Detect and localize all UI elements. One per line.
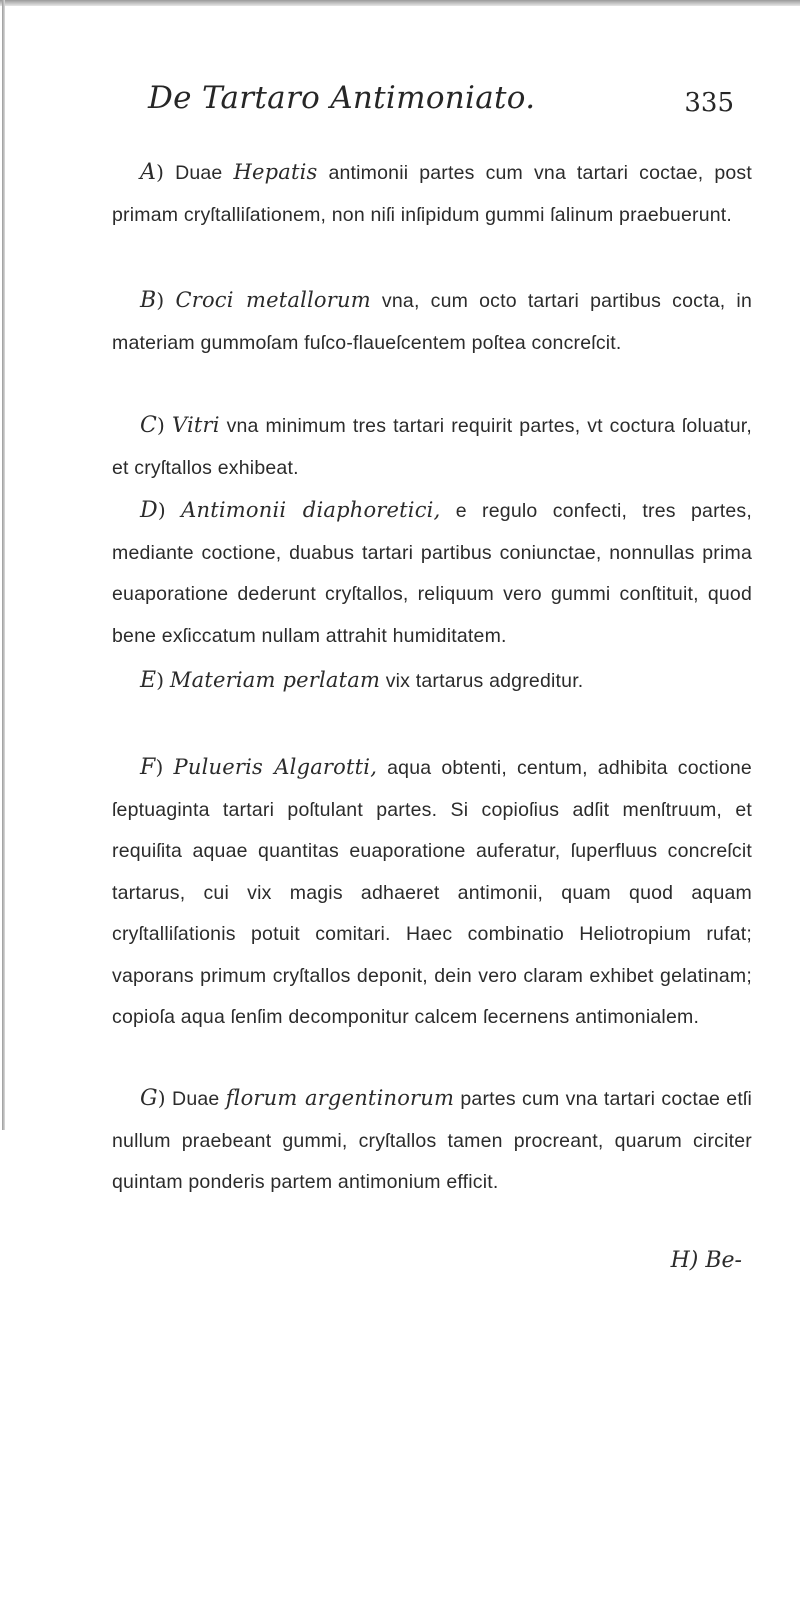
entry-text: aqua obtenti, centum, adhibita coctione ſeptuaginta tartari poſtulant partes. Si copioſius adſit menſtruum, et requiſita aquae quantitas euaporatione auferatur, ſuperfluus concreſcit tartarus, cui vix magis adhaeret antimonii, quam quod aquam cryſtalliſationis potuit comitari. Haec combinatio Heliotropium rufat; vaporans primum cryſtallos deponit, dein vero claram exhibet gelatinam; copioſa aqua ſenſim decomponitur calcem ſecernens antimonialem. [112,757,752,1028]
page-number: 335 [684,88,734,118]
entry-c [112,405,752,489]
entry-marker: E [140,668,157,693]
page-top-edge [0,0,800,6]
entry-marker: F [140,755,156,780]
entry-title: florum argentinorum [225,1086,455,1110]
entry-title: Pulueris Algarotti, [173,755,378,779]
entry-marker: B [140,288,157,313]
entry-paren: ) [155,755,164,779]
entry-lead: Duae [175,162,223,184]
entry-title: Antimonii diaphoretici, [181,498,441,522]
entry-marker: A [140,160,157,185]
running-title: De Tartaro Antimoniato. [148,80,536,116]
entry-title: Croci metallorum [175,288,371,312]
entry-e [112,660,752,703]
entry-title: Hepatis [233,160,318,184]
entry-marker: C [140,413,158,438]
entry-a [112,152,752,236]
entry-b [112,280,752,364]
entry-text: vna, cum octo tartari partibus cocta, in materiam gummoſam fuſco-flaueſcentem poſtea concreſcit. [112,290,752,354]
entry-d [112,490,752,657]
entry-marker: D [140,498,158,523]
entry-paren: ) [157,413,166,437]
entry-lead: Duae [172,1088,220,1110]
entry-f [112,747,752,1039]
catchword: H) Be- [670,1248,742,1273]
entry-text: antimonii partes cum vna tartari coctae, post primam cryſtalliſationem, non niſi inſipidum gummi ſalinum praebuerunt. [112,162,752,226]
entry-text: e regulo confecti, tres partes, mediante coctione, duabus tartari partibus coniunctae, nonnullas prima euaporatione dederunt cryſtallos, reliquum vero gummi conſtituit, quod bene exſiccatum nullam attrahit humiditatem. [112,500,752,647]
entry-g [112,1078,752,1204]
page-left-edge [2,0,5,1130]
entry-paren: ) [157,1086,166,1110]
entry-marker: G [140,1086,158,1111]
entry-text: vna minimum tres tartari requirit partes, vt coctura ſoluatur, et cryſtallos exhibeat. [112,415,752,479]
entry-title: Materiam perlatam [169,668,381,692]
entry-paren: ) [156,288,165,312]
entry-paren: ) [156,668,165,692]
entry-paren: ) [157,498,166,522]
entry-text: partes cum vna tartari coctae etſi nullum praebeant gummi, cryſtallos tamen procreant, quarum circiter quintam ponderis partem antimonium efficit. [112,1088,753,1193]
running-header [148,80,758,136]
entry-title: Vitri [171,413,220,437]
entry-paren: ) [156,160,165,184]
entry-text: vix tartarus adgreditur. [385,670,584,692]
